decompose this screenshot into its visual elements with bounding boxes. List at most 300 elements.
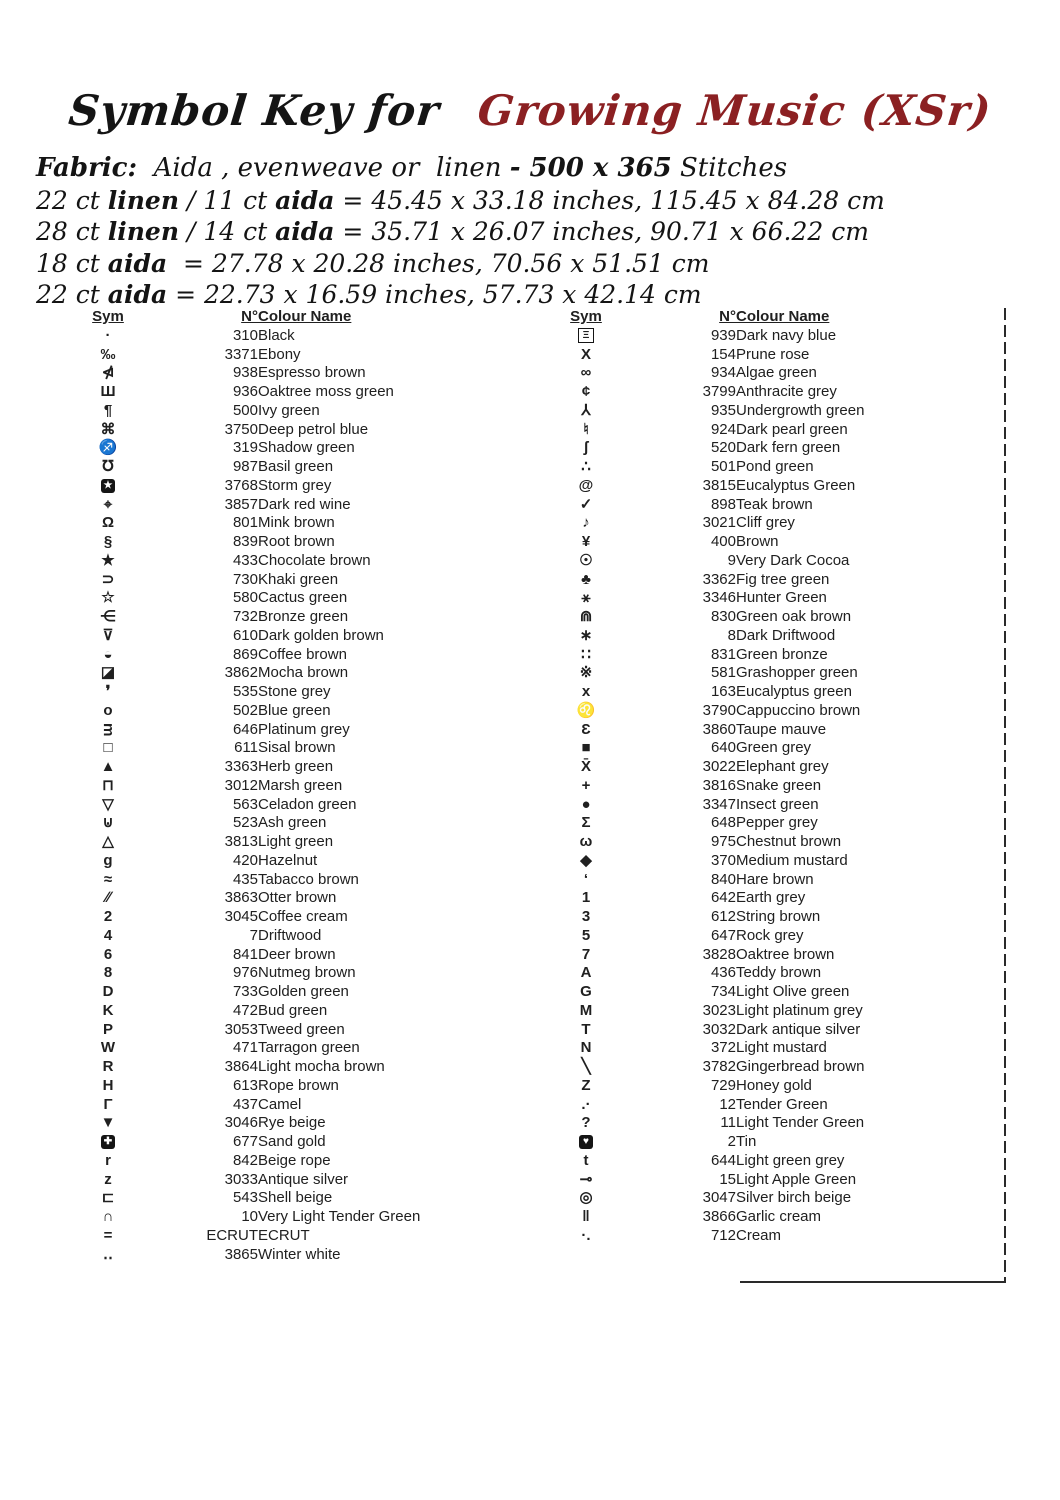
table-row — [70, 833, 530, 852]
table-row — [548, 552, 1008, 571]
thread-number-cell: 842 — [232, 1151, 258, 1169]
colour-name-cell: Eucalyptus green — [736, 683, 852, 700]
stitch-symbol: T — [581, 1020, 591, 1038]
table-row — [548, 383, 1008, 402]
fabric-text: Aida , evenweave or linen — [137, 153, 510, 183]
colour-name-cell: Herb green — [258, 758, 334, 775]
table-row — [70, 1171, 530, 1190]
stitch-symbol: Ξ — [578, 328, 594, 343]
table-row — [548, 402, 1008, 421]
colour-name-cell: Stone grey — [258, 683, 331, 700]
stitch-symbol: ⚹ — [581, 589, 591, 607]
colour-name-cell: Light Olive green — [736, 983, 850, 1000]
colour-name-cell: Mink brown — [258, 514, 335, 532]
colour-name-cell: Antique silver — [258, 1170, 349, 1188]
symbol-cell — [70, 814, 146, 833]
thread-number-cell: 420 — [232, 851, 258, 869]
fabric-text-bold: linen — [107, 217, 180, 246]
symbol-cell — [548, 496, 624, 515]
colour-name-cell: Celadon green — [258, 795, 357, 813]
symbol-cell — [70, 721, 146, 740]
stitch-symbol: Σ — [581, 814, 591, 832]
thread-number-cell: 611 — [234, 739, 258, 757]
symbol-cell — [548, 927, 624, 946]
symbol-cell — [548, 908, 624, 927]
table-row — [70, 777, 530, 796]
colour-name-cell: Light Tender Green — [736, 1114, 865, 1132]
stitch-symbol: ∩ — [102, 1208, 114, 1225]
table-row — [548, 327, 1008, 346]
stitch-symbol: ♣ — [581, 570, 591, 588]
symbol-cell — [548, 683, 624, 702]
stitch-symbol: 8 — [103, 964, 113, 982]
thread-number-cell: 831 — [710, 645, 736, 663]
stitch-symbol: ⅄ — [581, 401, 591, 419]
symbol-cell — [548, 458, 624, 477]
thread-number-cell: 976 — [232, 964, 258, 982]
colour-name-cell: Rope brown — [258, 1076, 339, 1094]
stitch-symbol: X̄ — [580, 758, 591, 775]
stitch-symbol: A — [580, 964, 592, 982]
symbol-cell — [70, 477, 146, 496]
stitch-symbol: ¥ — [581, 533, 591, 550]
colour-name-cell: Dark navy blue — [736, 326, 837, 344]
thread-number-cell: 934 — [710, 364, 736, 382]
table-row — [70, 364, 530, 383]
stitch-symbol: K — [102, 1001, 114, 1019]
table-row — [70, 1096, 530, 1115]
colour-name-cell: Gingerbread brown — [736, 1058, 865, 1075]
stitch-symbol: · — [105, 326, 111, 344]
table-row — [70, 1208, 530, 1227]
stitch-symbol: Ω — [101, 514, 115, 532]
symbol-cell — [548, 1096, 624, 1115]
symbol-cell — [548, 796, 624, 815]
thread-number-cell: 319 — [232, 439, 258, 457]
thread-number-cell: 310 — [232, 326, 258, 344]
thread-number-cell: 935 — [710, 401, 736, 419]
table-row — [70, 1133, 530, 1152]
stitch-symbol: △ — [102, 833, 114, 850]
symbol-cell — [70, 1021, 146, 1040]
thread-number-cell: 640 — [710, 739, 736, 757]
colour-name-cell: Elephant grey — [736, 758, 829, 775]
colour-name-cell: Brown — [736, 533, 779, 550]
thread-number-cell: 3864 — [224, 1058, 258, 1075]
symbol-cell — [70, 496, 146, 515]
thread-number-cell: 3362 — [702, 570, 736, 588]
thread-number-cell: 734 — [710, 983, 736, 1000]
thread-number-cell: 3047 — [702, 1189, 736, 1207]
stitch-symbol: ● — [581, 795, 591, 813]
colour-name-cell: Basil green — [258, 458, 334, 475]
stitch-symbol: ╲ — [581, 1058, 591, 1075]
symbol-cell — [548, 1152, 624, 1171]
table-row — [70, 1246, 530, 1265]
stitch-symbol: 2 — [103, 908, 113, 925]
table-row — [70, 1039, 530, 1058]
colour-name-cell: Nutmeg brown — [258, 964, 356, 982]
colour-name-cell: Golden green — [258, 983, 349, 1000]
fabric-text-bold: aida — [275, 217, 335, 246]
thread-number-cell: 581 — [710, 664, 736, 682]
table-row — [70, 927, 530, 946]
symbol-cell — [70, 777, 146, 796]
fabric-line — [36, 248, 885, 280]
stitch-symbol: ☆ — [101, 589, 115, 607]
thread-number-cell: 3021 — [702, 514, 736, 532]
symbol-cell — [548, 814, 624, 833]
thread-number-cell: 3768 — [224, 476, 258, 494]
fabric-text: 28 ct — [36, 217, 108, 246]
colour-name-cell: Undergrowth green — [736, 401, 865, 419]
title-design-name: Growing Music (XSr) — [474, 86, 994, 135]
column-header-sym: Sym — [570, 308, 602, 325]
stitch-symbol: ⊏ — [101, 1189, 115, 1207]
symbol-cell — [70, 1096, 146, 1115]
fabric-text: 18 ct — [36, 248, 108, 278]
stitch-symbol: ‥ — [102, 1245, 113, 1263]
colour-name-cell: Dark pearl green — [736, 420, 848, 438]
colour-name-cell: Chocolate brown — [258, 551, 371, 569]
stitch-symbol: ? — [581, 1114, 591, 1132]
colour-name-cell: Hazelnut — [258, 851, 318, 869]
colour-name-cell: Winter white — [258, 1245, 341, 1263]
stitch-symbol: Z — [581, 1076, 591, 1094]
stitch-symbol: t — [583, 1151, 589, 1169]
symbol-cell — [548, 777, 624, 796]
colour-name-cell: Ash green — [258, 814, 327, 832]
stitch-symbol: § — [103, 533, 113, 550]
column-header-number: N° — [241, 308, 258, 325]
thread-number-cell: 154 — [710, 345, 736, 363]
fabric-text: = 27.78 x 20.28 inches, 70.56 x 51.51 cm — [167, 248, 710, 278]
symbol-cell — [70, 364, 146, 383]
colour-name-cell: Honey gold — [736, 1076, 812, 1094]
thread-number-cell: 10 — [241, 1208, 258, 1225]
symbol-cell — [70, 871, 146, 890]
thread-number-cell: 898 — [710, 495, 736, 513]
thread-number-cell: 372 — [710, 1039, 736, 1057]
stitch-symbol: ‖ — [582, 1208, 590, 1225]
colour-name-cell: Light mustard — [736, 1039, 827, 1057]
thread-number-cell: 3862 — [224, 664, 258, 682]
symbol-cell — [548, 1021, 624, 1040]
stitch-symbol: ♐ — [98, 439, 118, 457]
fabric-text-bold: - 500 x 365 — [509, 153, 672, 183]
header-row — [70, 308, 530, 327]
stitch-symbol: ☉ — [579, 551, 593, 569]
table-row — [548, 1021, 1008, 1040]
table-row — [548, 346, 1008, 365]
stitch-symbol: ∞ — [580, 364, 592, 382]
symbol-cell — [70, 683, 146, 702]
table-row — [70, 1152, 530, 1171]
table-row — [70, 496, 530, 515]
symbol-cell — [70, 702, 146, 721]
table-row — [548, 1227, 1008, 1246]
thread-number-cell: 732 — [232, 608, 258, 625]
symbol-cell — [548, 1189, 624, 1208]
table-row — [70, 1189, 530, 1208]
colour-name-cell: Sisal brown — [258, 739, 336, 757]
stitch-symbol: ✚ — [101, 1135, 115, 1149]
colour-name-cell: Very Light Tender Green — [258, 1208, 421, 1225]
thread-number-cell: 163 — [710, 683, 736, 700]
thread-number-cell: 3045 — [224, 908, 258, 925]
stitch-symbol: ℧ — [102, 458, 114, 475]
column-header-sym: Sym — [92, 308, 124, 325]
stitch-symbol: ♥ — [579, 1135, 593, 1149]
stitch-symbol: M — [579, 1001, 593, 1019]
table-row — [70, 796, 530, 815]
stitch-symbol: ※ — [579, 664, 593, 682]
symbol-cell — [70, 946, 146, 965]
table-row — [70, 402, 530, 421]
colour-name-cell: Tarragon green — [258, 1039, 360, 1057]
thread-number-cell: 3023 — [702, 1001, 736, 1019]
stitch-symbol: ◒ — [103, 645, 113, 663]
thread-number-cell: 433 — [232, 551, 258, 569]
colour-name-cell: Rock grey — [736, 926, 804, 944]
thread-number-cell: 987 — [232, 458, 258, 475]
table-row — [70, 439, 530, 458]
colour-name-cell: Snake green — [736, 776, 822, 794]
symbol-cell — [548, 871, 624, 890]
stitch-symbol: P — [102, 1020, 113, 1038]
colour-name-cell: Oaktree brown — [736, 945, 835, 963]
symbol-cell — [548, 946, 624, 965]
symbol-cell — [70, 458, 146, 477]
table-row — [70, 383, 530, 402]
table-row — [70, 702, 530, 721]
thread-number-cell: 8 — [727, 626, 736, 644]
colour-name-cell: Platinum grey — [258, 720, 350, 738]
symbol-cell — [548, 721, 624, 740]
colour-name-cell: Pond green — [736, 458, 814, 475]
symbol-cell — [70, 1002, 146, 1021]
colour-name-cell: Deer brown — [258, 945, 336, 963]
colour-name-cell: Algae green — [736, 364, 817, 382]
colour-name-cell: Espresso brown — [258, 364, 366, 382]
colour-name-cell: Cliff grey — [736, 514, 795, 532]
stitch-symbol: ‰ — [100, 345, 116, 363]
table-row — [70, 664, 530, 683]
symbol-cell — [548, 758, 624, 777]
stitch-symbol: ⊸ — [579, 1170, 593, 1188]
stitch-symbol: ʃ — [583, 439, 589, 457]
symbol-cell — [70, 1039, 146, 1058]
colour-name-cell: Light green grey — [736, 1151, 845, 1169]
table-row — [548, 777, 1008, 796]
thread-number-cell: 3790 — [702, 701, 736, 719]
thread-number-cell: 939 — [710, 326, 736, 344]
fabric-info — [36, 153, 885, 311]
thread-number-cell: 840 — [710, 870, 736, 888]
thread-number-cell: 642 — [710, 889, 736, 907]
thread-number-cell: 3046 — [224, 1114, 258, 1132]
table-row — [548, 571, 1008, 590]
symbol-table-right — [548, 308, 1008, 1246]
stitch-symbol: ♌ — [576, 701, 596, 719]
thread-number-cell: 841 — [232, 945, 258, 963]
stitch-symbol: ∕∕ — [105, 889, 111, 907]
column-header-colour-name: Colour Name — [258, 308, 352, 325]
symbol-cell — [548, 1208, 624, 1227]
symbol-cell — [70, 646, 146, 665]
colour-name-cell: Deep petrol blue — [258, 420, 369, 438]
fabric-text-bold: Fabric: — [36, 153, 138, 183]
thread-number-cell: 647 — [710, 926, 736, 944]
symbol-cell — [548, 1171, 624, 1190]
symbol-cell — [548, 664, 624, 683]
colour-name-cell: Light mocha brown — [258, 1058, 385, 1075]
colour-name-cell: Khaki green — [258, 570, 339, 588]
symbol-cell — [70, 833, 146, 852]
symbol-cell — [548, 739, 624, 758]
table-row — [548, 1002, 1008, 1021]
table-row — [70, 571, 530, 590]
page-title — [0, 86, 1060, 135]
stitch-symbol: x — [581, 683, 591, 700]
stitch-symbol: ⊍ — [102, 814, 114, 832]
colour-name-cell: Light platinum grey — [736, 1001, 863, 1019]
thread-number-cell: 15 — [719, 1170, 736, 1188]
table-row — [548, 683, 1008, 702]
thread-number-cell: 436 — [710, 964, 736, 982]
colour-name-cell: Root brown — [258, 533, 335, 550]
table-row — [548, 871, 1008, 890]
table-row — [70, 1058, 530, 1077]
symbol-cell — [548, 402, 624, 421]
thread-number-cell: 644 — [710, 1151, 736, 1169]
colour-name-cell: Teak brown — [736, 495, 813, 513]
header-row — [548, 308, 1008, 327]
stitch-symbol: 4 — [103, 926, 113, 944]
symbol-cell — [548, 833, 624, 852]
colour-name-cell: Grashopper green — [736, 664, 858, 682]
stitch-symbol: + — [581, 776, 591, 794]
table-row — [548, 908, 1008, 927]
table-row — [548, 496, 1008, 515]
symbol-cell — [70, 402, 146, 421]
stitch-symbol: ▲ — [100, 758, 116, 775]
stitch-symbol: ⌖ — [103, 495, 113, 513]
table-row — [548, 946, 1008, 965]
table-row — [548, 1077, 1008, 1096]
symbol-cell — [70, 889, 146, 908]
thread-number-cell: 677 — [232, 1133, 258, 1150]
table-row — [548, 421, 1008, 440]
colour-name-cell: Green grey — [736, 739, 812, 757]
colour-name-cell: Taupe mauve — [736, 720, 827, 738]
colour-name-cell: Otter brown — [258, 889, 337, 907]
table-row — [548, 889, 1008, 908]
thread-number-cell: 3860 — [702, 720, 736, 738]
symbol-cell — [70, 1133, 146, 1152]
table-row — [548, 664, 1008, 683]
thread-number-cell: 3347 — [702, 795, 736, 813]
stitch-symbol: ◆ — [580, 851, 592, 869]
thread-number-cell: 471 — [232, 1039, 258, 1057]
thread-number-cell: 3866 — [702, 1208, 736, 1225]
thread-number-cell: 472 — [232, 1001, 258, 1019]
stitch-symbol: ♮ — [583, 420, 589, 438]
thread-number-cell: 543 — [232, 1189, 258, 1207]
thread-number-cell: 730 — [232, 570, 258, 588]
thread-number-cell: 3857 — [224, 495, 258, 513]
thread-number-cell: 712 — [710, 1226, 736, 1244]
stitch-symbol: ω — [579, 833, 593, 850]
colour-name-cell: Rye beige — [258, 1114, 326, 1132]
fabric-text: / 14 ct — [179, 217, 276, 246]
table-bottom-border — [740, 1281, 1006, 1283]
colour-name-cell: Cream — [736, 1226, 782, 1244]
thread-number-cell: 435 — [232, 870, 258, 888]
thread-number-cell: 437 — [232, 1095, 258, 1113]
stitch-symbol: X — [580, 345, 591, 363]
thread-number-cell: 9 — [727, 551, 736, 569]
fabric-text: = 35.71 x 26.07 inches, 90.71 x 66.22 cm — [334, 217, 869, 246]
colour-name-cell: Oaktree moss green — [258, 383, 394, 400]
thread-number-cell: ECRUT — [206, 1226, 258, 1244]
stitch-symbol: g — [103, 851, 113, 869]
stitch-symbol: .· — [581, 1095, 591, 1113]
stitch-symbol: D — [102, 983, 114, 1000]
thread-number-cell: 924 — [710, 420, 736, 438]
symbol-cell — [70, 1227, 146, 1246]
thread-number-cell: 535 — [232, 683, 258, 700]
symbol-cell — [548, 702, 624, 721]
thread-number-cell: 3012 — [224, 776, 258, 794]
colour-name-cell: Anthracite grey — [736, 383, 837, 400]
table-row — [548, 852, 1008, 871]
table-row — [70, 721, 530, 740]
thread-number-cell: 610 — [232, 626, 258, 644]
table-row — [548, 1171, 1008, 1190]
title-prefix: Symbol Key for — [66, 86, 443, 135]
symbol-cell — [548, 477, 624, 496]
symbol-cell — [70, 1077, 146, 1096]
symbol-cell — [70, 571, 146, 590]
thread-number-cell: 523 — [232, 814, 258, 832]
stitch-symbol: = — [103, 1226, 113, 1244]
colour-name-cell: Cactus green — [258, 589, 348, 607]
symbol-cell — [548, 1077, 624, 1096]
symbol-cell — [548, 421, 624, 440]
colour-name-cell: Prune rose — [736, 345, 810, 363]
symbol-cell — [548, 627, 624, 646]
stitch-symbol: ∷ — [581, 645, 591, 663]
table-row — [548, 514, 1008, 533]
table-row — [548, 364, 1008, 383]
table-row — [548, 1133, 1008, 1152]
table-row — [548, 833, 1008, 852]
symbol-cell — [548, 589, 624, 608]
stitch-symbol: ⋒ — [579, 608, 593, 625]
symbol-cell — [548, 571, 624, 590]
symbol-cell — [548, 646, 624, 665]
stitch-symbol: ▼ — [100, 1114, 116, 1132]
symbol-cell — [548, 552, 624, 571]
stitch-symbol: N — [580, 1039, 592, 1057]
thread-number-cell: 3053 — [224, 1020, 258, 1038]
table-row — [548, 964, 1008, 983]
thread-number-cell: 733 — [232, 983, 258, 1000]
table-row — [548, 758, 1008, 777]
table-row — [548, 1058, 1008, 1077]
stitch-symbol: Ш — [100, 383, 116, 400]
